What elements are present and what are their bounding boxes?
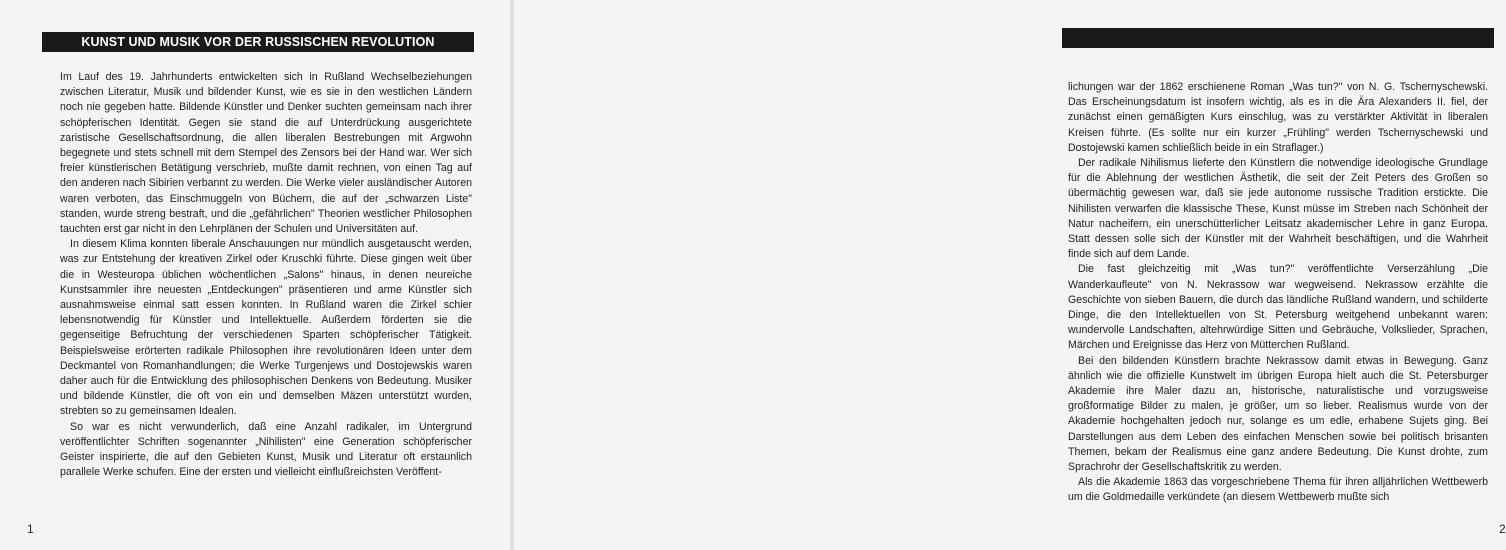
paragraph: Als die Akademie 1863 das vorgeschriebene Thema für ihren alljährlichen Wettbewerb um die Goldmedaille verkündete (an diesem Wettbewerb mußte sich — [1068, 476, 1488, 504]
paragraph: lichungen war der 1862 erschienene Roman „Was tun?" von N. G. Tschernyschewski. Das Erscheinungsdatum ist insofern wichtig, als es in die Ära Alexanders II. fiel, der zunächst einen gemäßigten Kurs einschlug, was zu verstärkter Aktivität in liberalen Kreisen führte. (Es sollte nur ein kurzer „Frühling" werden Tschernyschewski und Dostojewski kamen schließlich beide in ein Straflager.) — [1068, 81, 1488, 154]
page-number: 1 — [27, 522, 34, 536]
left-page — [0, 0, 512, 550]
paragraph: In diesem Klima konnten liberale Anschauungen nur mündlich ausgetauscht werden, was zur Entstehung der kreativen Zirkel oder Kruschki führte. Diese gingen weit über die in Westeuropa üblichen wöchentlichen „Salons" hinaus, in denen neureiche Kunstsammler ihre neuesten „Entdeckungen" präsentieren und arme Künstler sich ausnahmsweise einmal satt essen konnten. In Rußland waren die Zirkel schier lebensnotwendig für Künstler und Intellektuelle. Außerdem förderten sie die gegenseitige Befruchtung der verschiedenen Sparten schöpferischer Tätigkeit. Beispielsweise erörterten radikale Philosophen ihre revolutionären Ideen unter dem Deckmantel von Romanhandlungen; die Werke Turgenjews und Dostojewskis waren daher auch für die Entwicklung des philosophischen Denkens von Bedeutung. Musiker und bildende Künstler, die oft von ein und demselben Mäzen unterstützt wurden, strebten so zu gemeinsamen Idealen. — [60, 238, 472, 418]
page-number: 2 — [1499, 522, 1506, 536]
heading-bar — [42, 32, 474, 52]
heading-bar — [1062, 28, 1494, 48]
paragraph: So war es nicht verwunderlich, daß eine Anzahl radikaler, im Untergrund veröffentlichter Schriften sogenannter „Nihilisten" eine Generation schöpferischer Geister inspirierte, die auf den Gebieten Kunst, Musik und Literatur oft erstaunlich parallele Werke schufen. Eine der ersten und vielleicht einflußreichsten Veröffent- — [60, 420, 472, 479]
paragraph: Die fast gleichzeitig mit „Was tun?" veröffentlichte Verserzählung „Die Wanderkaufleute" von N. Nekrassow war wegweisend. Nekrassow erzählte die Geschichte von sieben Bauern, die durch das ländliche Rußland wandern, und schilderte Dinge, die den Intellektuellen von St. Petersburg weitgehend unbekannt waren: wundervolle Landschaften, altehrwürdige Sitten und Gebräuche, Volkslieder, Sprachen, Märchen und Ereignisse das Herz von Mütterchen Rußland. — [1068, 263, 1488, 352]
left-body-text — [60, 70, 472, 480]
section-heading: KUNST UND MUSIK VOR DER RUSSISCHEN REVOLUTION — [81, 35, 435, 49]
paragraph: Der radikale Nihilismus lieferte den Künstlern die notwendige ideologische Grundlage für die Ablehnung der westlichen Ästhetik, die seit der Zeit Peters des Großen so übermächtig gewesen war, daß sie jede autonome russische Tradition erstickte. Die Nihilisten verwarfen die klassische These, Kunst müsse im Streben nach Schönheit der Natur nacheifern, ein unerschütterlicher Leitsatz akademischer Lehre in ganz Europa. Statt dessen solle sich der Künstler mit der Wahrheit beschäftigen, und die Wahrheit finde sich auf dem Lande. — [1068, 157, 1488, 261]
right-page — [512, 0, 1506, 550]
right-body-text — [1068, 80, 1488, 506]
paragraph: Bei den bildenden Künstlern brachte Nekrassow damit etwas in Bewegung. Ganz ähnlich wie die offizielle Kunstwelt im übrigen Europa hielt auch die St. Petersburger Akademie ihre Maler dazu an, historische, naturalistische und vorzugsweise großformatige Bilder zu malen, je größer, um so lieber. Realismus wurde von der Akademie hochgehalten jedoch nur, solange es um edle, erhabene Sujets ging. Bei Darstellungen aus dem Leben des einfachen Menschen sowie bei politisch brisanten Themen, bekam der Realismus eine ganz andere Bedeutung. Die Kunst drohte, zum Sprachrohr der Gesellschaftskritik zu werden. — [1068, 354, 1488, 474]
paragraph: Im Lauf des 19. Jahrhunderts entwickelten sich in Rußland Wechselbeziehungen zwischen Literatur, Musik und bildender Kunst, wie es sie in den westlichen Ländern noch nie gegeben hatte. Bildende Künstler und Denker suchten gemeinsam nach ihrer schöpferischen Identität. Gegen sie stand die auf Unterdrückung ausgerichtete zaristische Gesellschaftsordnung, die allen liberalen Bestrebungen mit Argwohn begegnete und stets schnell mit dem Stempel des Zensors bei der Hand war. Wer sich freier künstlerischen Betätigung verschrieb, mußte damit rechnen, von einen Tag auf den anderen nach Sibirien verbannt zu werden. Die Werke vieler ausländischer Autoren waren verboten, das Einschmuggeln von Büchern, die auf der „schwarzen Liste" standen, wurde streng bestraft, und die „gefährlichen" Theorien westlicher Philosophen tauchten erst gar nicht in den Lehrplänen der Schulen und Universitäten auf. — [60, 71, 472, 236]
